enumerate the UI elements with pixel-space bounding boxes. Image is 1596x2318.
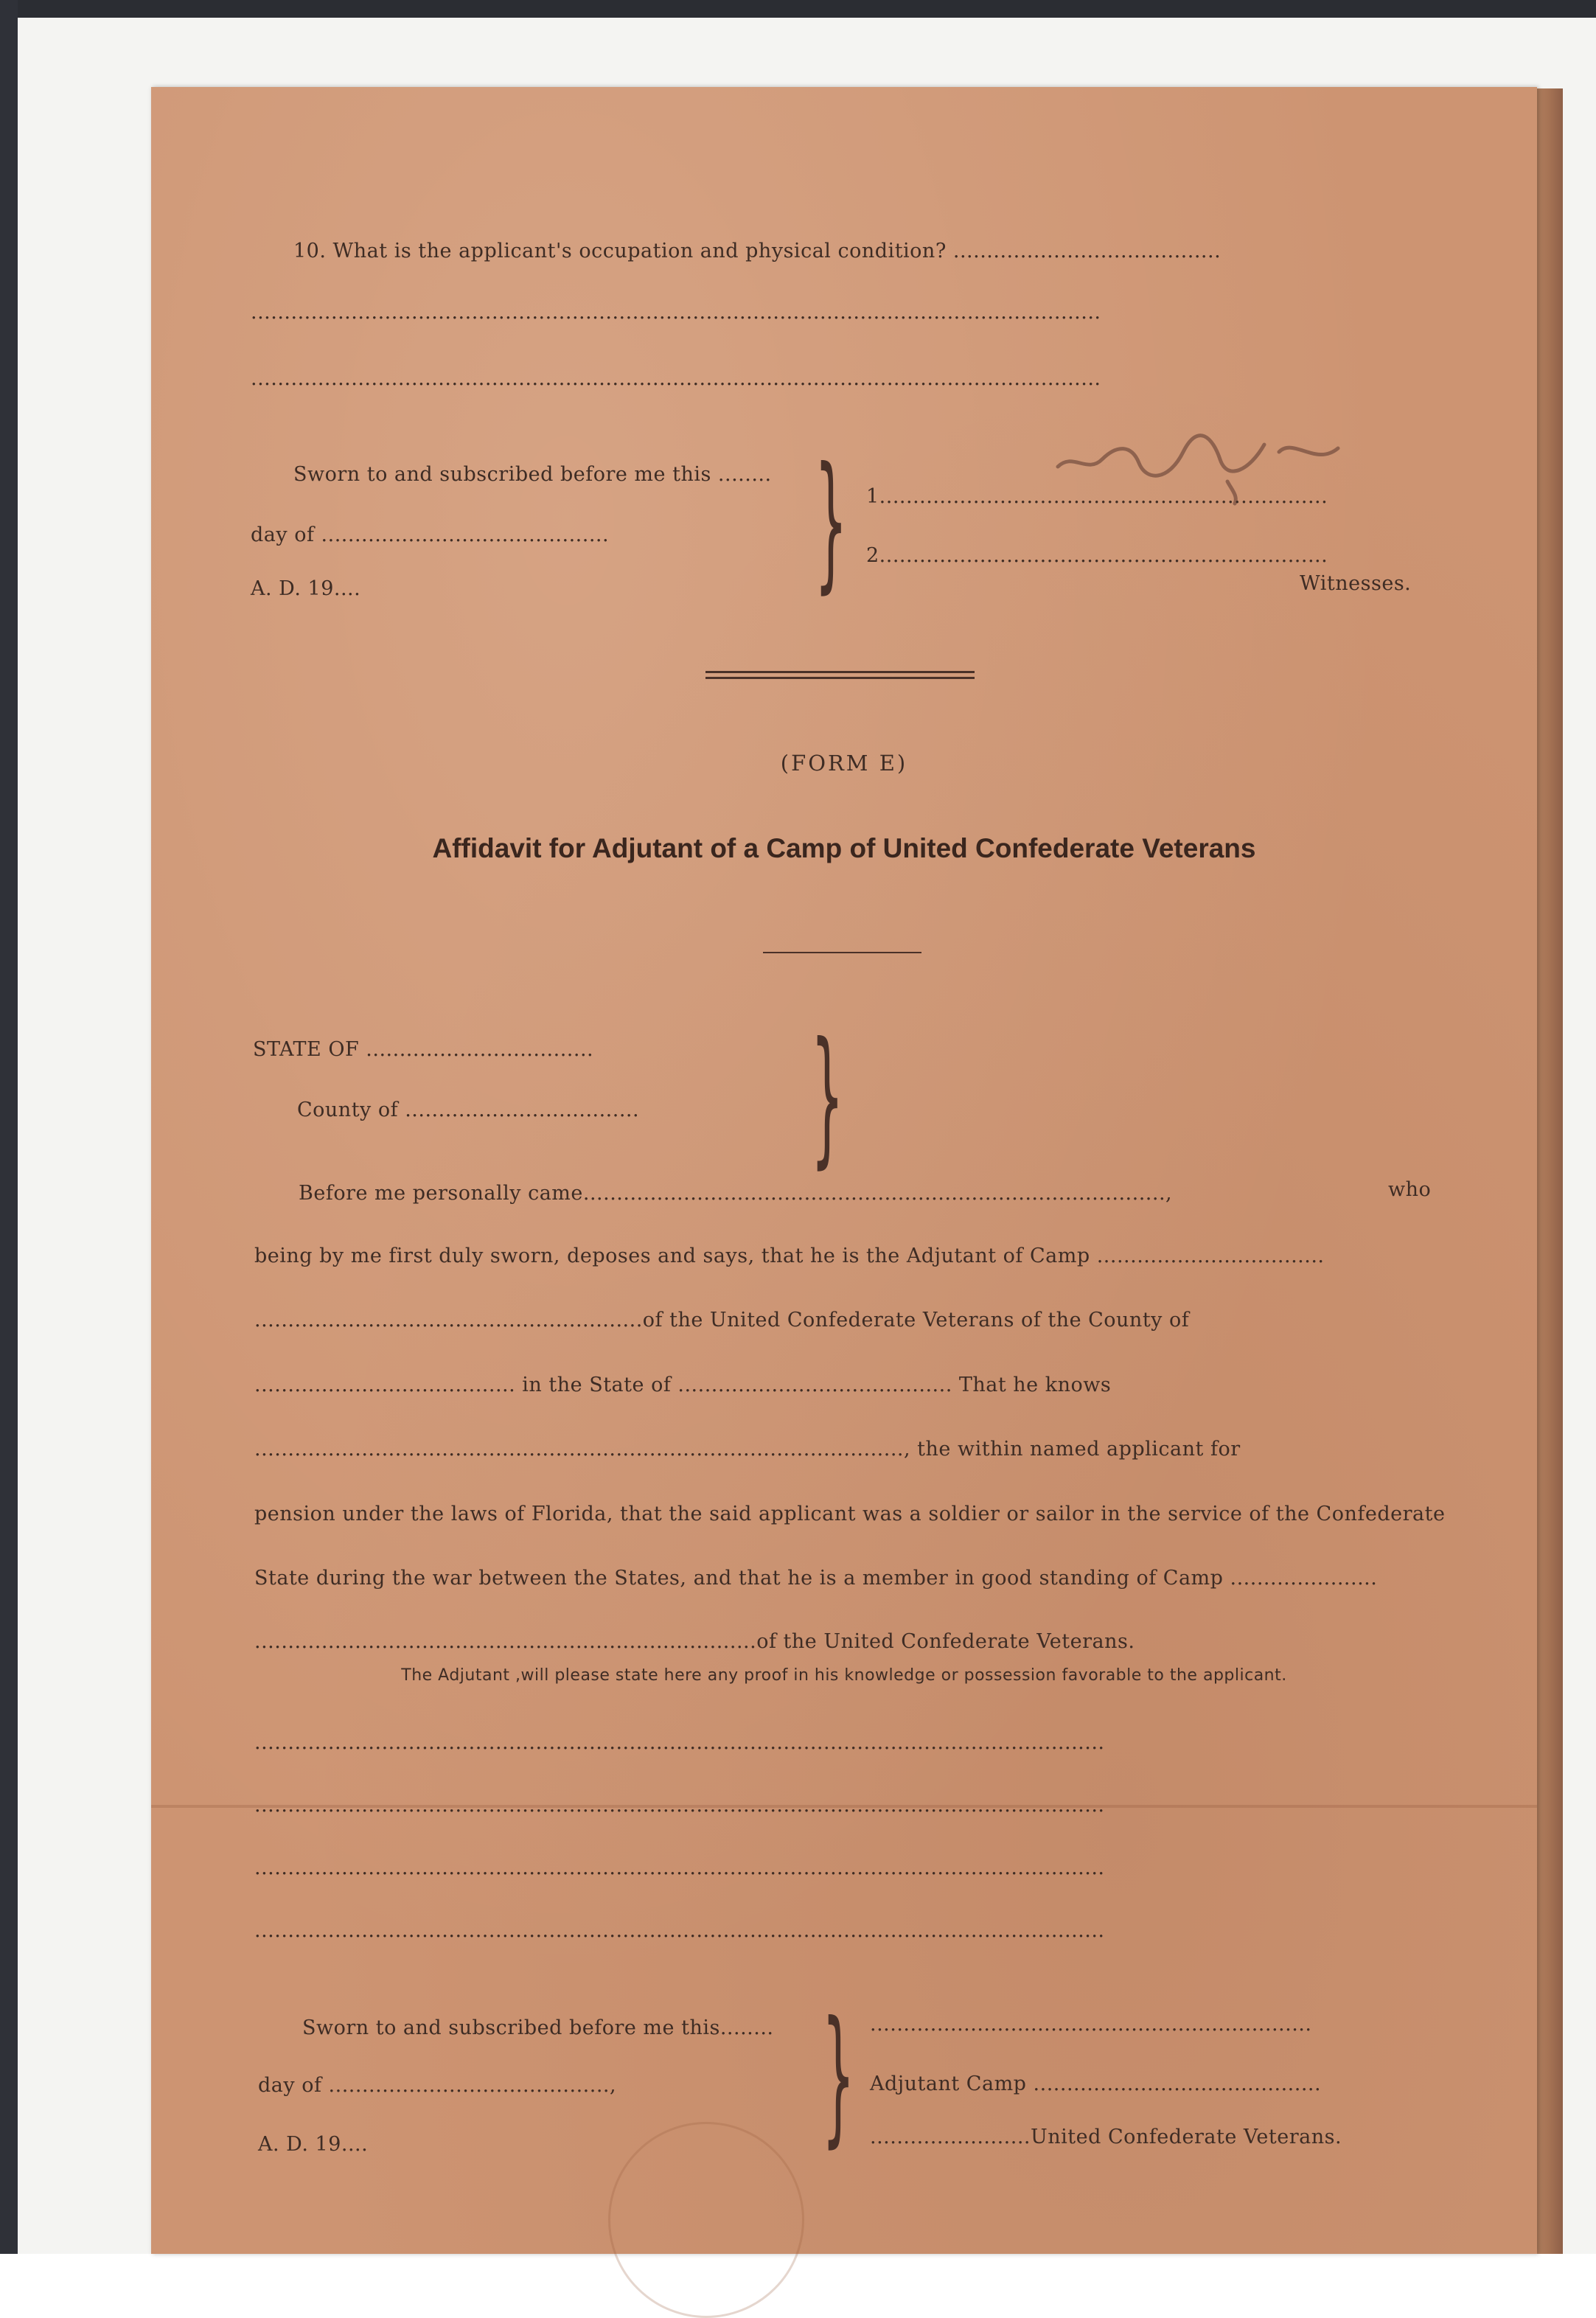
ucv-line: ........................United Confederate Veterans. [870,2126,1342,2148]
state-of-line: STATE OF .................................. [253,1038,594,1061]
document-page [151,87,1537,2254]
title-rule [763,952,921,953]
oath-1-sworn-line: Sworn to and subscribed before me this ........ [293,463,772,486]
oath-1-day-line: day of ........................................... [251,523,610,546]
proof-line: ............................................................................................................................... [254,1856,1105,1879]
body-line-2: being by me first duly sworn, deposes and says, that he is the Adjutant of Camp .................................. [254,1245,1325,1267]
oath-1-brace: } [815,436,848,608]
adjutant-camp-line: Adjutant Camp ........................................... [870,2072,1322,2095]
venue-brace: } [811,1011,844,1183]
embossed-seal [608,2122,804,2318]
body-line-4: ....................................... in the State of ......................................... That he knows [254,1374,1112,1396]
adjutant-signature-line: .................................................................. [870,2013,1312,2036]
body-line-3: ..........................................................of the United Confederate Veterans of the County of [254,1309,1190,1332]
oath-2-ad-line: A. D. 19.... [258,2133,369,2156]
county-of-line: County of ................................... [297,1099,640,1121]
proof-line: ............................................................................................................................... [254,1919,1105,1942]
body-line-7: State during the war between the States, and that he is a member in good standing of Camp ...................... [254,1567,1378,1590]
proof-line: ............................................................................................................................... [254,1794,1105,1817]
oath-1-ad-line: A. D. 19.... [251,577,361,600]
oath-2-day-line: day of .........................................., [258,2074,617,2097]
double-rule-bottom [705,677,975,679]
body-line-1-end: who [1388,1178,1432,1201]
question-10-answer-line: ............................................................................................................................... [251,367,1101,390]
witnesses-label: Witnesses. [1300,572,1412,595]
form-title: Affidavit for Adjutant of a Camp of United Confederate Veterans [432,833,1256,863]
page-fold-crease [151,1805,1537,1808]
double-rule-top [705,671,975,673]
oath-2-brace: } [822,1990,855,2162]
witness-2-line: 2................................................................... [866,544,1328,567]
body-line-1: Before me personally came......................................................................................., [299,1182,1173,1205]
witness-1-line: 1................................................................... [866,485,1328,508]
question-10-label: 10. What is the applicant's occupation and physical condition? ........................................ [293,240,1222,262]
adjutant-note: The Adjutant ,will please state here any proof in his knowledge or possession favorable to the applicant. [401,1666,1287,1685]
proof-line: ............................................................................................................................... [254,1731,1105,1754]
body-line-8: ...........................................................................of the United Confederate Veterans. [254,1630,1135,1653]
body-line-5: ................................................................................................., the within named applicant for [254,1438,1241,1461]
form-label: (FORM E) [780,751,908,776]
scanner-top-edge [0,0,1596,18]
question-10-answer-line: ............................................................................................................................... [251,301,1101,324]
scanner-left-edge [0,0,18,2254]
oath-2-sworn-line: Sworn to and subscribed before me this........ [302,2016,774,2039]
body-line-6: pension under the laws of Florida, that the said applicant was a soldier or sailor in the service of the Confederate [254,1503,1446,1525]
